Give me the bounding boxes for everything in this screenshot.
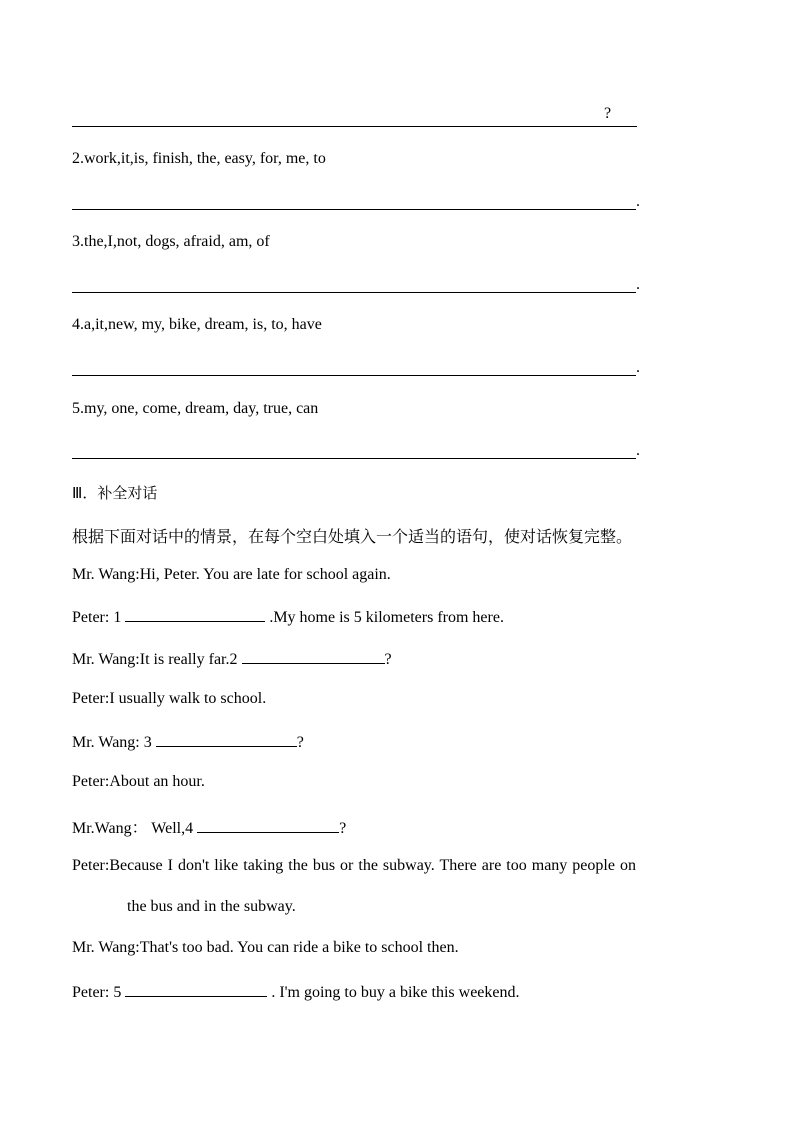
- speaker-text: Mr. Wang: 3: [72, 734, 156, 751]
- blank-3[interactable]: [156, 732, 297, 747]
- answer-line-2[interactable]: [72, 209, 636, 210]
- question-4: 4.a,it,new, my, bike, dream, is, to, have: [72, 316, 322, 333]
- speaker-text: Mr. Wang:It is really far.2: [72, 651, 242, 668]
- dialogue-line-8: Peter:Because I don't like taking the bus or the subway. There are too many people on: [72, 857, 636, 874]
- blank-4[interactable]: [197, 818, 339, 833]
- speaker-text: Mr.Wang： Well,4: [72, 820, 198, 837]
- dialogue-line-6: Peter:About an hour.: [72, 773, 205, 790]
- dialogue-line-4: Peter:I usually walk to school.: [72, 690, 267, 707]
- question-2: 2.work,it,is, finish, the, easy, for, me, to: [72, 150, 326, 167]
- end-mark-4: .: [636, 359, 640, 376]
- line-rest: .My home is 5 kilometers from here.: [265, 609, 504, 626]
- answer-line-4[interactable]: [72, 375, 636, 376]
- dialogue-line-10: [72, 982, 520, 1002]
- speaker-text: Peter: 1: [72, 609, 126, 626]
- dialogue-line-1: Mr. Wang:Hi, Peter. You are late for school again.: [72, 566, 391, 583]
- end-mark-5: .: [636, 442, 640, 459]
- answer-line-1[interactable]: [72, 126, 637, 127]
- answer-line-5[interactable]: [72, 458, 636, 459]
- end-mark-1: ?: [604, 105, 612, 122]
- question-5: 5.my, one, come, dream, day, true, can: [72, 400, 319, 417]
- line-rest: . I'm going to buy a bike this weekend.: [267, 984, 520, 1001]
- dialogue-line-3: [72, 649, 392, 669]
- answer-line-3[interactable]: [72, 292, 636, 293]
- end-mark-2: .: [636, 193, 640, 210]
- dialogue-line-9: Mr. Wang:That's too bad. You can ride a bike to school then.: [72, 939, 459, 956]
- line-rest: ?: [339, 820, 347, 837]
- line-rest: ?: [384, 651, 392, 668]
- blank-1[interactable]: [125, 607, 265, 622]
- dialogue-line-7: [72, 815, 346, 838]
- question-3: 3.the,I,not, dogs, afraid, am, of: [72, 233, 270, 250]
- instruction: 根据下面对话中的情景，在每个空白处填入一个适当的语句，使对话恢复完整。: [72, 527, 633, 546]
- end-mark-3: .: [636, 276, 640, 293]
- speaker-text: Peter: 5: [72, 984, 126, 1001]
- line-rest: ?: [296, 734, 304, 751]
- dialogue-line-2: [72, 607, 504, 627]
- blank-2[interactable]: [242, 649, 385, 664]
- blank-5[interactable]: [125, 982, 267, 997]
- dialogue-line-8-cont: the bus and in the subway.: [127, 898, 296, 915]
- dialogue-line-5: [72, 732, 304, 752]
- section-heading: Ⅲ．补全对话: [72, 484, 158, 502]
